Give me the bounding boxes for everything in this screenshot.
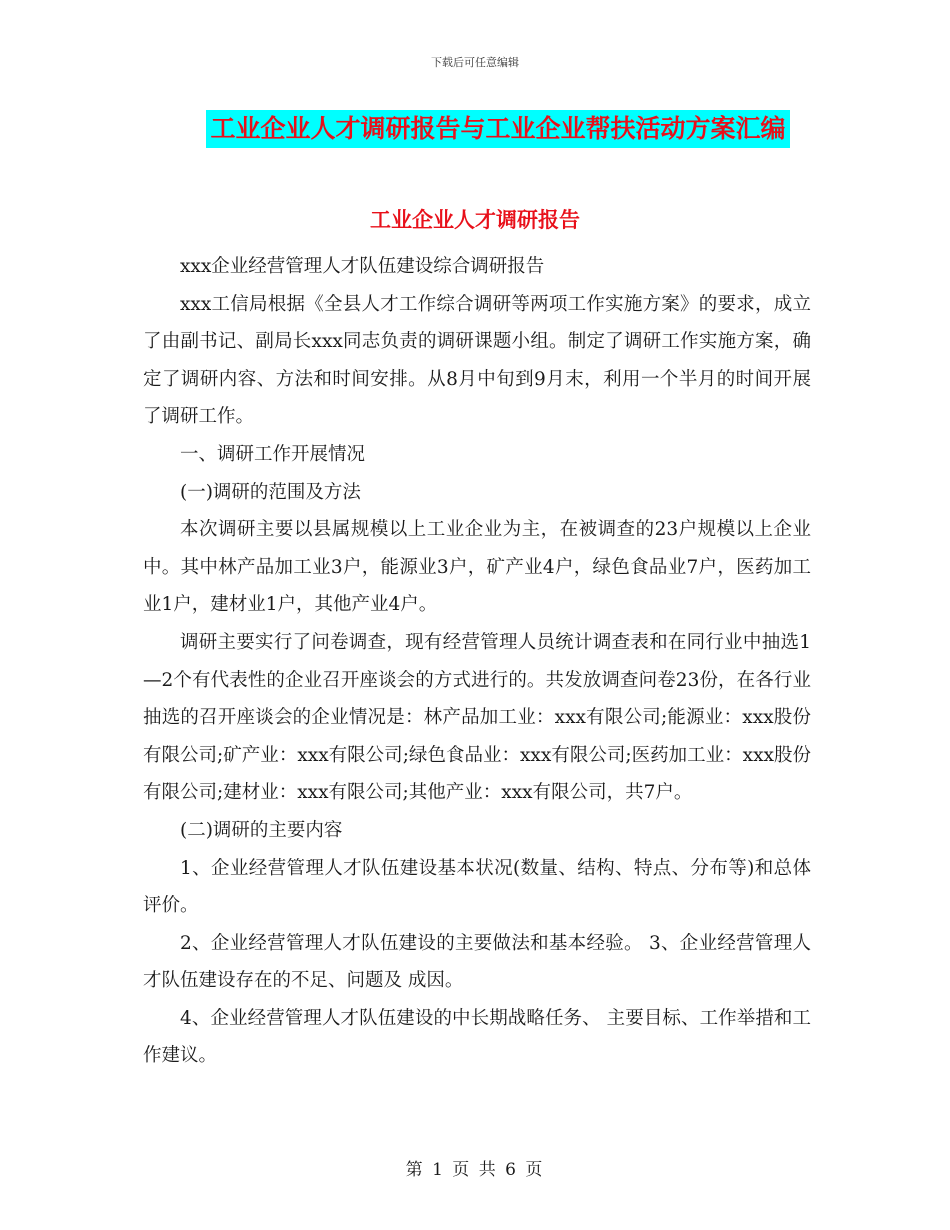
paragraph-scope: 本次调研主要以县属规模以上工业企业为主，在被调查的23户规模以上企业中。其中林产品加工业3户，能源业3户，矿产业4户，绿色食品业7户，医药加工业1户，建材业1户，其他产业4户。 [143,519,811,616]
page-number: 第 1 页 共 6 页 [405,1160,545,1180]
main-title-container [0,110,950,148]
heading-section-1: 一、调研工作开展情况 [180,443,366,465]
paragraph-intro: xxx工信局根据《全县人才工作综合调研等两项工作实施方案》的要求，成立了由副书记、副局长xxx同志负责的调研课题小组。制定了调研工作实施方案，确定了调研内容、方法和时间安排。从8月中旬到9月末，利用一个半月的时间开展了调研工作。 [143,293,811,428]
list-item-2-3: 2、企业经营管理人才队伍建设的主要做法和基本经验。 3、企业经营管理人才队伍建设存在的不足、问题及 成因。 [143,932,811,992]
header-note: 下载后可任意编辑 [431,56,519,69]
list-item-1: 1、企业经营管理人才队伍建设基本状况(数量、结构、特点、分布等)和总体评价。 [143,857,811,917]
paragraph-report-name: xxx企业经营管理人才队伍建设综合调研报告 [180,256,545,277]
heading-subsection-1: (一)调研的范围及方法 [180,481,361,503]
list-item-4: 4、企业经营管理人才队伍建设的中长期战略任务、 主要目标、工作举措和工作建议。 [143,1007,811,1067]
document-body [143,248,811,1075]
section-title: 工业企业人才调研报告 [370,207,580,232]
main-title: 工业企业人才调研报告与工业企业帮扶活动方案汇编 [206,110,789,148]
heading-subsection-2: (二)调研的主要内容 [180,819,343,841]
paragraph-method: 调研主要实行了问卷调查，现有经营管理人员统计调查表和在同行业中抽选1—2个有代表性的企业召开座谈会的方式进行的。共发放调查问卷23份，在各行业抽选的召开座谈会的企业情况是：林产品加工业：xxx有限公司;能源业：xxx股份有限公司;矿产业：xxx有限公司;绿色食品业：xxx有限公司;医药加工业：xxx股份有限公司;建材业：xxx有限公司;其他产业：xxx有限公司，共7户。 [143,631,811,804]
